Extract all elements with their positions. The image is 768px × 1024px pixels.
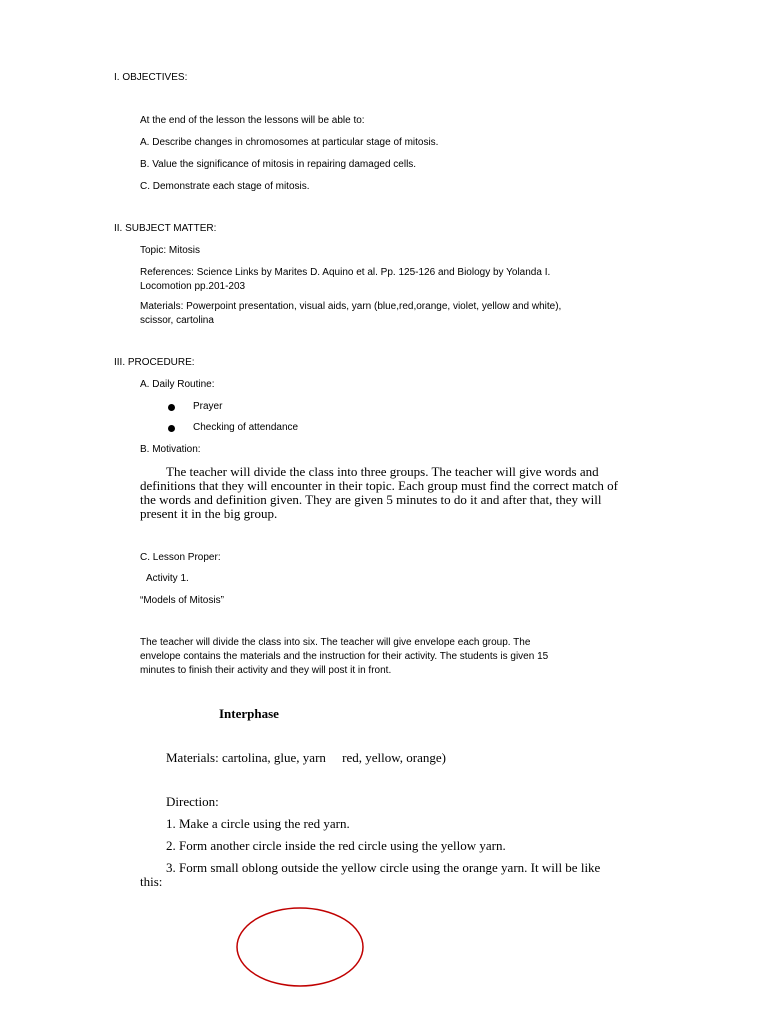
topic-line: Topic: Mitosis bbox=[140, 245, 201, 256]
procedure-heading: III. PROCEDURE: bbox=[114, 357, 195, 368]
daily-routine-item-prayer: Prayer bbox=[193, 401, 223, 412]
motivation-line-4: present it in the big group. bbox=[140, 506, 278, 521]
direction-step-1: 1. Make a circle using the red yarn. bbox=[166, 816, 350, 831]
red-yarn-circle bbox=[237, 908, 363, 986]
activity-label: Activity 1. bbox=[146, 573, 189, 584]
objectives-heading: I. OBJECTIVES: bbox=[114, 72, 188, 83]
bullet-icon bbox=[168, 425, 175, 432]
direction-step-2: 2. Form another circle inside the red circle using the yellow yarn. bbox=[166, 838, 506, 853]
objective-item-a: A. Describe changes in chromosomes at particular stage of mitosis. bbox=[140, 137, 439, 148]
interphase-materials: Materials: cartolina, glue, yarn red, yellow, orange) bbox=[166, 750, 446, 765]
motivation-line-1: The teacher will divide the class into three groups. The teacher will give words and bbox=[166, 464, 599, 479]
materials-line-1: Materials: Powerpoint presentation, visual aids, yarn (blue,red,orange, violet, yellow and white), bbox=[140, 301, 562, 312]
direction-step-3: 3. Form small oblong outside the yellow circle using the orange yarn. It will be like bbox=[166, 860, 601, 875]
activity-title: “Models of Mitosis” bbox=[140, 595, 224, 606]
red-circle-drawing bbox=[234, 905, 366, 989]
direction-step-3-continued: this: bbox=[140, 874, 163, 889]
lesson-proper-heading: C. Lesson Proper: bbox=[140, 552, 221, 563]
daily-routine-item-attendance: Checking of attendance bbox=[193, 422, 299, 433]
materials-line-2: scissor, cartolina bbox=[140, 315, 214, 326]
objectives-intro: At the end of the lesson the lessons will be able to: bbox=[140, 115, 365, 126]
references-line-2: Locomotion pp.201-203 bbox=[140, 281, 246, 292]
subject-matter-heading: II. SUBJECT MATTER: bbox=[114, 223, 217, 234]
interphase-heading: Interphase bbox=[219, 706, 279, 721]
references-line-1: References: Science Links by Marites D. Aquino et al. Pp. 125-126 and Biology by Yolanda I. bbox=[140, 267, 551, 278]
bullet-icon bbox=[168, 404, 175, 411]
objective-item-b: B. Value the significance of mitosis in repairing damaged cells. bbox=[140, 159, 417, 170]
objective-item-c: C. Demonstrate each stage of mitosis. bbox=[140, 181, 310, 192]
activity-line-3: minutes to finish their activity and they will post it in front. bbox=[140, 665, 392, 676]
daily-routine-heading: A. Daily Routine: bbox=[140, 379, 215, 390]
motivation-heading: B. Motivation: bbox=[140, 444, 201, 455]
activity-line-1: The teacher will divide the class into six. The teacher will give envelope each group. The bbox=[140, 637, 531, 648]
activity-line-2: envelope contains the materials and the instruction for their activity. The students is given 15 bbox=[140, 651, 549, 662]
motivation-line-2: definitions that they will encounter in their topic. Each group must find the correct match of bbox=[140, 478, 618, 493]
direction-label: Direction: bbox=[166, 794, 219, 809]
motivation-line-3: the words and definition given. They are given 5 minutes to do it and after that, they will bbox=[140, 492, 602, 507]
